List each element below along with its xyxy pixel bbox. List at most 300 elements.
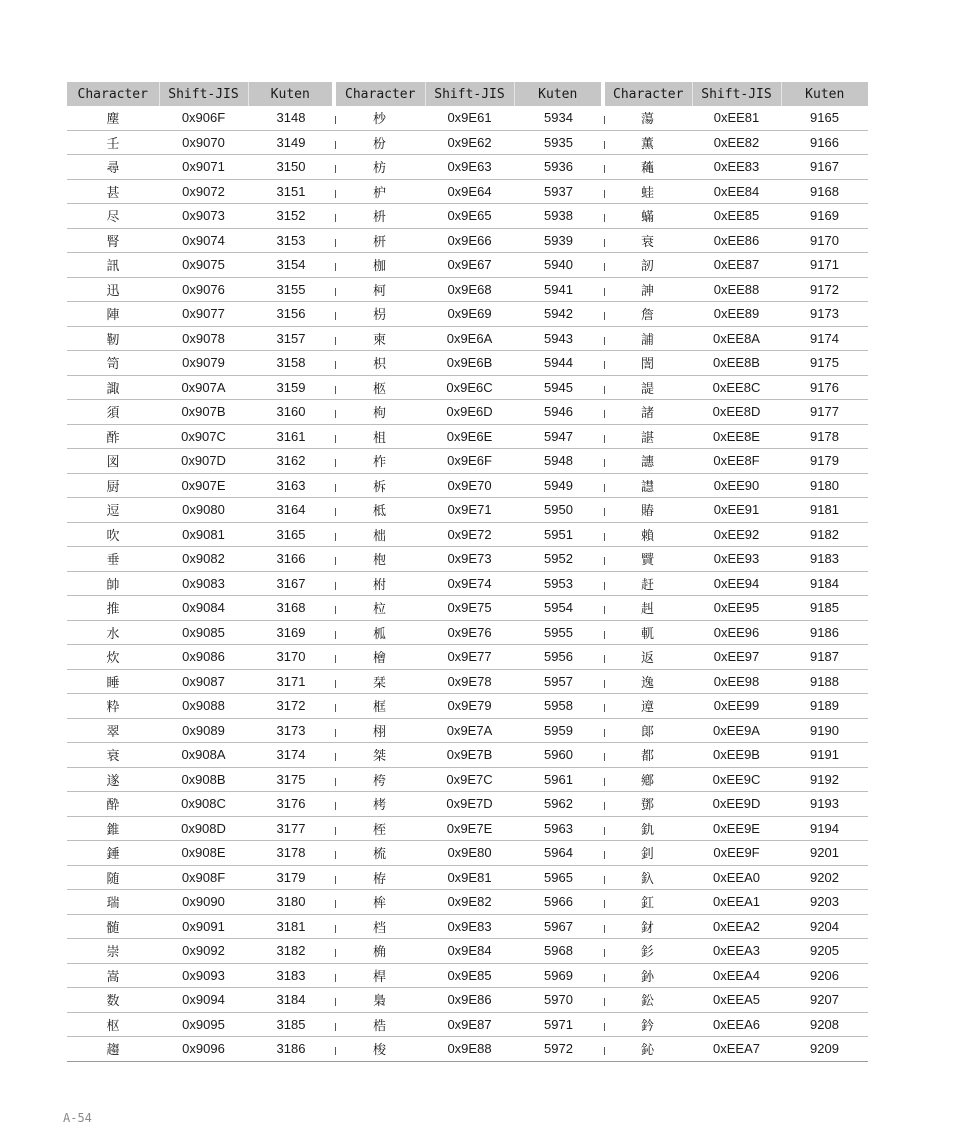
kuten-cell: 9182	[781, 522, 868, 547]
shift-jis-cell: 0x9080	[159, 498, 248, 523]
shift-jis-cell: 0xEE87	[692, 253, 781, 278]
kuten-cell: 3154	[248, 253, 334, 278]
character-cell: 図	[67, 449, 159, 474]
character-cell: 水	[67, 620, 159, 645]
shift-jis-cell: 0xEE9A	[692, 718, 781, 743]
shift-jis-cell: 0xEE8A	[692, 326, 781, 351]
character-cell: 笥	[67, 351, 159, 376]
table-row	[67, 1012, 868, 1037]
shift-jis-cell: 0xEE9B	[692, 743, 781, 768]
kuten-cell: 9201	[781, 841, 868, 866]
column-header: Kuten	[514, 82, 603, 106]
kuten-cell: 9183	[781, 547, 868, 572]
shift-jis-cell: 0x9079	[159, 351, 248, 376]
kuten-cell: 3157	[248, 326, 334, 351]
shift-jis-cell: 0x908D	[159, 816, 248, 841]
kuten-cell: 5935	[514, 130, 603, 155]
shift-jis-cell: 0x9E67	[425, 253, 514, 278]
character-cell: 梳	[334, 841, 425, 866]
kuten-cell: 5944	[514, 351, 603, 376]
table-row	[67, 155, 868, 180]
character-cell: 誾	[603, 351, 692, 376]
shift-jis-cell: 0xEE82	[692, 130, 781, 155]
kuten-cell: 3172	[248, 694, 334, 719]
character-cell: 枦	[334, 179, 425, 204]
table-row	[67, 277, 868, 302]
kuten-cell: 3159	[248, 375, 334, 400]
shift-jis-cell: 0x9085	[159, 620, 248, 645]
shift-jis-cell: 0xEEA3	[692, 939, 781, 964]
kuten-cell: 3153	[248, 228, 334, 253]
kuten-cell: 3164	[248, 498, 334, 523]
character-cell: 訒	[603, 253, 692, 278]
shift-jis-cell: 0x908E	[159, 841, 248, 866]
shift-jis-cell: 0x907E	[159, 473, 248, 498]
kuten-cell: 9174	[781, 326, 868, 351]
kuten-cell: 5941	[514, 277, 603, 302]
shift-jis-cell: 0x9092	[159, 939, 248, 964]
table-row	[67, 351, 868, 376]
kuten-cell: 9191	[781, 743, 868, 768]
kuten-cell: 3161	[248, 424, 334, 449]
character-cell: 釭	[603, 890, 692, 915]
kuten-cell: 3150	[248, 155, 334, 180]
character-cell: 赳	[603, 596, 692, 621]
kuten-cell: 5934	[514, 106, 603, 130]
shift-jis-cell: 0x908C	[159, 792, 248, 817]
table-row	[67, 179, 868, 204]
table-row	[67, 988, 868, 1013]
table-header-row	[67, 82, 868, 106]
shift-jis-cell: 0xEE94	[692, 571, 781, 596]
kuten-cell: 9185	[781, 596, 868, 621]
kuten-cell: 9186	[781, 620, 868, 645]
character-cell: 粋	[67, 694, 159, 719]
character-cell: 衰	[67, 743, 159, 768]
kuten-cell: 5948	[514, 449, 603, 474]
kuten-cell: 9176	[781, 375, 868, 400]
character-cell: 酢	[67, 424, 159, 449]
shift-jis-cell: 0xEE85	[692, 204, 781, 229]
kuten-cell: 5949	[514, 473, 603, 498]
table-row	[67, 424, 868, 449]
table-row	[67, 228, 868, 253]
table-row	[67, 253, 868, 278]
shift-jis-cell: 0x9E6A	[425, 326, 514, 351]
character-cell: 軏	[603, 620, 692, 645]
shift-jis-cell: 0x9E85	[425, 963, 514, 988]
kuten-cell: 3173	[248, 718, 334, 743]
character-cell: 蘒	[603, 155, 692, 180]
kuten-cell: 3179	[248, 865, 334, 890]
character-cell: 髄	[67, 914, 159, 939]
character-cell: 贒	[603, 547, 692, 572]
kuten-cell: 5958	[514, 694, 603, 719]
shift-jis-cell: 0x9E70	[425, 473, 514, 498]
character-cell: 梭	[334, 1037, 425, 1062]
kuten-cell: 9188	[781, 669, 868, 694]
character-cell: 桙	[334, 890, 425, 915]
kuten-cell: 9187	[781, 645, 868, 670]
shift-jis-cell: 0x907C	[159, 424, 248, 449]
table-row	[67, 596, 868, 621]
character-cell: 枸	[334, 400, 425, 425]
kuten-cell: 3169	[248, 620, 334, 645]
table-row	[67, 400, 868, 425]
character-cell: 枌	[334, 130, 425, 155]
character-cell: 壬	[67, 130, 159, 155]
character-cell: 遧	[603, 694, 692, 719]
character-cell: 都	[603, 743, 692, 768]
shift-jis-cell: 0xEEA7	[692, 1037, 781, 1062]
shift-jis-cell: 0x907A	[159, 375, 248, 400]
kuten-cell: 5936	[514, 155, 603, 180]
character-cell: 桷	[334, 939, 425, 964]
character-cell: 柤	[334, 424, 425, 449]
character-cell: 尋	[67, 155, 159, 180]
kuten-cell: 3181	[248, 914, 334, 939]
character-cell: 酔	[67, 792, 159, 817]
table-row	[67, 375, 868, 400]
shift-jis-cell: 0xEE96	[692, 620, 781, 645]
kuten-cell: 9175	[781, 351, 868, 376]
table-row	[67, 571, 868, 596]
character-cell: 尽	[67, 204, 159, 229]
column-header: Character	[603, 82, 692, 106]
shift-jis-cell: 0x9E71	[425, 498, 514, 523]
shift-jis-cell: 0x906F	[159, 106, 248, 130]
shift-jis-cell: 0xEE90	[692, 473, 781, 498]
character-cell: 枷	[334, 253, 425, 278]
shift-jis-cell: 0x9086	[159, 645, 248, 670]
shift-jis-cell: 0xEE8F	[692, 449, 781, 474]
kuten-cell: 3180	[248, 890, 334, 915]
table-row	[67, 743, 868, 768]
character-cell: 訷	[603, 277, 692, 302]
character-cell: 靭	[67, 326, 159, 351]
shift-jis-cell: 0x9E86	[425, 988, 514, 1013]
shift-jis-cell: 0x9E6D	[425, 400, 514, 425]
kuten-cell: 3156	[248, 302, 334, 327]
shift-jis-cell: 0xEE92	[692, 522, 781, 547]
shift-jis-cell: 0xEE86	[692, 228, 781, 253]
shift-jis-cell: 0x9E6C	[425, 375, 514, 400]
column-header: Shift-JIS	[692, 82, 781, 106]
shift-jis-cell: 0xEEA2	[692, 914, 781, 939]
character-cell: 鈆	[603, 988, 692, 1013]
kuten-cell: 9193	[781, 792, 868, 817]
table-row	[67, 669, 868, 694]
character-cell: 枅	[334, 228, 425, 253]
shift-jis-cell: 0xEE8E	[692, 424, 781, 449]
kuten-cell: 3174	[248, 743, 334, 768]
character-cell: 檜	[334, 645, 425, 670]
kuten-cell: 3186	[248, 1037, 334, 1062]
kuten-cell: 9207	[781, 988, 868, 1013]
character-cell: 蟎	[603, 204, 692, 229]
kuten-cell: 9167	[781, 155, 868, 180]
character-cell: 柧	[334, 620, 425, 645]
character-cell: 桎	[334, 816, 425, 841]
shift-jis-cell: 0x908F	[159, 865, 248, 890]
shift-jis-cell: 0x9E62	[425, 130, 514, 155]
kuten-cell: 9173	[781, 302, 868, 327]
kuten-cell: 5939	[514, 228, 603, 253]
kuten-cell: 3182	[248, 939, 334, 964]
shift-jis-cell: 0x9E88	[425, 1037, 514, 1062]
kuten-cell: 3165	[248, 522, 334, 547]
character-cell: 柆	[334, 596, 425, 621]
table-row	[67, 449, 868, 474]
character-cell: 譿	[603, 473, 692, 498]
kuten-cell: 3166	[248, 547, 334, 572]
kuten-cell: 5950	[514, 498, 603, 523]
character-cell: 諸	[603, 400, 692, 425]
shift-jis-cell: 0x9E76	[425, 620, 514, 645]
table-row	[67, 865, 868, 890]
shift-jis-cell: 0xEE8B	[692, 351, 781, 376]
shift-jis-cell: 0x9E83	[425, 914, 514, 939]
kuten-cell: 3168	[248, 596, 334, 621]
kuten-cell: 3152	[248, 204, 334, 229]
kuten-cell: 9209	[781, 1037, 868, 1062]
kuten-cell: 9192	[781, 767, 868, 792]
character-cell: 枢	[67, 1012, 159, 1037]
shift-jis-cell: 0x9E77	[425, 645, 514, 670]
character-cell: 釤	[603, 939, 692, 964]
shift-jis-cell: 0x9084	[159, 596, 248, 621]
kuten-cell: 5951	[514, 522, 603, 547]
kuten-cell: 5938	[514, 204, 603, 229]
shift-jis-cell: 0x9E7A	[425, 718, 514, 743]
kuten-cell: 9172	[781, 277, 868, 302]
kuten-cell: 9178	[781, 424, 868, 449]
shift-jis-cell: 0x9096	[159, 1037, 248, 1062]
character-cell: 瑞	[67, 890, 159, 915]
shift-jis-cell: 0x9E72	[425, 522, 514, 547]
character-cell: 桿	[334, 963, 425, 988]
shift-jis-cell: 0x9E6F	[425, 449, 514, 474]
table-row	[67, 645, 868, 670]
table-row	[67, 939, 868, 964]
character-cell: 郞	[603, 718, 692, 743]
kuten-cell: 3178	[248, 841, 334, 866]
kuten-cell: 9180	[781, 473, 868, 498]
character-cell: 赶	[603, 571, 692, 596]
kuten-cell: 3160	[248, 400, 334, 425]
kuten-cell: 3162	[248, 449, 334, 474]
kuten-cell: 9171	[781, 253, 868, 278]
kuten-cell: 3183	[248, 963, 334, 988]
kuten-cell: 5968	[514, 939, 603, 964]
character-cell: 錘	[67, 841, 159, 866]
shift-jis-cell: 0x9094	[159, 988, 248, 1013]
shift-jis-cell: 0xEE81	[692, 106, 781, 130]
table-row	[67, 547, 868, 572]
character-cell: 桀	[334, 743, 425, 768]
kuten-cell: 3177	[248, 816, 334, 841]
table-row	[67, 473, 868, 498]
shift-jis-cell: 0x9E78	[425, 669, 514, 694]
shift-jis-cell: 0x9E7B	[425, 743, 514, 768]
kuten-cell: 3155	[248, 277, 334, 302]
shift-jis-cell: 0x9E64	[425, 179, 514, 204]
shift-jis-cell: 0x9E84	[425, 939, 514, 964]
shift-jis-cell: 0x9072	[159, 179, 248, 204]
kuten-cell: 5940	[514, 253, 603, 278]
character-cell: 嵩	[67, 963, 159, 988]
shift-jis-cell: 0x9091	[159, 914, 248, 939]
shift-jis-cell: 0x9E7E	[425, 816, 514, 841]
kuten-cell: 9179	[781, 449, 868, 474]
kuten-cell: 5954	[514, 596, 603, 621]
shift-jis-cell: 0xEE84	[692, 179, 781, 204]
shift-jis-cell: 0x9E6B	[425, 351, 514, 376]
character-cell: 垂	[67, 547, 159, 572]
character-cell: 遂	[67, 767, 159, 792]
character-cell: 釥	[603, 963, 692, 988]
kuten-cell: 3185	[248, 1012, 334, 1037]
character-cell: 梟	[334, 988, 425, 1013]
shift-jis-cell: 0x9083	[159, 571, 248, 596]
character-cell: 吹	[67, 522, 159, 547]
shift-jis-cell: 0xEE88	[692, 277, 781, 302]
kuten-cell: 3149	[248, 130, 334, 155]
kuten-cell: 9184	[781, 571, 868, 596]
kuten-cell: 3171	[248, 669, 334, 694]
character-cell: 鈐	[603, 1012, 692, 1037]
kuten-cell: 5964	[514, 841, 603, 866]
kuten-cell: 5971	[514, 1012, 603, 1037]
shift-jis-cell: 0xEEA5	[692, 988, 781, 1013]
kuten-cell: 9205	[781, 939, 868, 964]
column-header: Shift-JIS	[425, 82, 514, 106]
table-row	[67, 326, 868, 351]
character-cell: 睡	[67, 669, 159, 694]
shift-jis-cell: 0xEE8D	[692, 400, 781, 425]
kuten-cell: 5956	[514, 645, 603, 670]
shift-jis-cell: 0x9078	[159, 326, 248, 351]
column-header: Kuten	[248, 82, 334, 106]
kuten-cell: 5952	[514, 547, 603, 572]
character-cell: 枹	[334, 547, 425, 572]
column-header: Shift-JIS	[159, 82, 248, 106]
character-cell: 釞	[603, 865, 692, 890]
character-cell: 諟	[603, 375, 692, 400]
table-row	[67, 841, 868, 866]
kuten-cell: 9208	[781, 1012, 868, 1037]
kuten-cell: 9181	[781, 498, 868, 523]
shift-jis-cell: 0x9081	[159, 522, 248, 547]
character-cell: 栫	[334, 865, 425, 890]
shift-jis-cell: 0x9E79	[425, 694, 514, 719]
kuten-cell: 9169	[781, 204, 868, 229]
character-cell: 枳	[334, 351, 425, 376]
shift-jis-cell: 0x9090	[159, 890, 248, 915]
shift-jis-cell: 0x9E63	[425, 155, 514, 180]
character-cell: 柎	[334, 571, 425, 596]
column-header: Character	[334, 82, 425, 106]
kuten-cell: 9166	[781, 130, 868, 155]
kuten-cell: 3170	[248, 645, 334, 670]
shift-jis-cell: 0x9E75	[425, 596, 514, 621]
kuten-cell: 5945	[514, 375, 603, 400]
character-cell: 柬	[334, 326, 425, 351]
kuten-cell: 9168	[781, 179, 868, 204]
character-cell: 陣	[67, 302, 159, 327]
character-cell: 衰	[603, 228, 692, 253]
kuten-cell: 9194	[781, 816, 868, 841]
shift-jis-cell: 0xEE98	[692, 669, 781, 694]
table-row	[67, 1037, 868, 1062]
shift-jis-cell: 0x908B	[159, 767, 248, 792]
shift-jis-cell: 0x9075	[159, 253, 248, 278]
shift-jis-cell: 0xEE9E	[692, 816, 781, 841]
character-cell: 崇	[67, 939, 159, 964]
character-cell: 蛙	[603, 179, 692, 204]
table-row	[67, 816, 868, 841]
character-cell: 逸	[603, 669, 692, 694]
kuten-cell: 9170	[781, 228, 868, 253]
column-header: Character	[67, 82, 159, 106]
kuten-cell: 5942	[514, 302, 603, 327]
kuten-cell: 5969	[514, 963, 603, 988]
shift-jis-cell: 0xEEA4	[692, 963, 781, 988]
shift-jis-cell: 0xEE97	[692, 645, 781, 670]
kuten-cell: 5962	[514, 792, 603, 817]
shift-jis-cell: 0x9E82	[425, 890, 514, 915]
character-cell: 塵	[67, 106, 159, 130]
shift-jis-cell: 0x907D	[159, 449, 248, 474]
character-cell: 詹	[603, 302, 692, 327]
kuten-cell: 5965	[514, 865, 603, 890]
character-cell: 炊	[67, 645, 159, 670]
character-cell: 桍	[334, 767, 425, 792]
character-cell: 柞	[334, 449, 425, 474]
table-row	[67, 302, 868, 327]
kuten-cell: 3184	[248, 988, 334, 1013]
shift-jis-cell: 0x9093	[159, 963, 248, 988]
character-cell: 諶	[603, 424, 692, 449]
table-row	[67, 204, 868, 229]
kuten-cell: 9203	[781, 890, 868, 915]
shift-jis-cell: 0xEE9C	[692, 767, 781, 792]
shift-jis-cell: 0x9070	[159, 130, 248, 155]
character-cell: 迅	[67, 277, 159, 302]
shift-jis-cell: 0x9076	[159, 277, 248, 302]
shift-jis-cell: 0x9095	[159, 1012, 248, 1037]
character-cell: 釗	[603, 841, 692, 866]
character-cell: 杪	[334, 106, 425, 130]
shift-jis-cell: 0x9073	[159, 204, 248, 229]
table-row	[67, 522, 868, 547]
character-cell: 柮	[334, 522, 425, 547]
character-cell: 譓	[603, 449, 692, 474]
character-cell: 訊	[67, 253, 159, 278]
page-number: A-54	[63, 1111, 92, 1125]
character-cell: 柢	[334, 498, 425, 523]
character-cell: 数	[67, 988, 159, 1013]
shift-jis-cell: 0xEEA0	[692, 865, 781, 890]
kuten-cell: 5955	[514, 620, 603, 645]
kuten-cell: 9204	[781, 914, 868, 939]
shift-jis-cell: 0x9071	[159, 155, 248, 180]
character-cell: 栞	[334, 669, 425, 694]
character-cell: 栩	[334, 718, 425, 743]
character-cell: 框	[334, 694, 425, 719]
character-cell: 枡	[334, 204, 425, 229]
kuten-cell: 9190	[781, 718, 868, 743]
